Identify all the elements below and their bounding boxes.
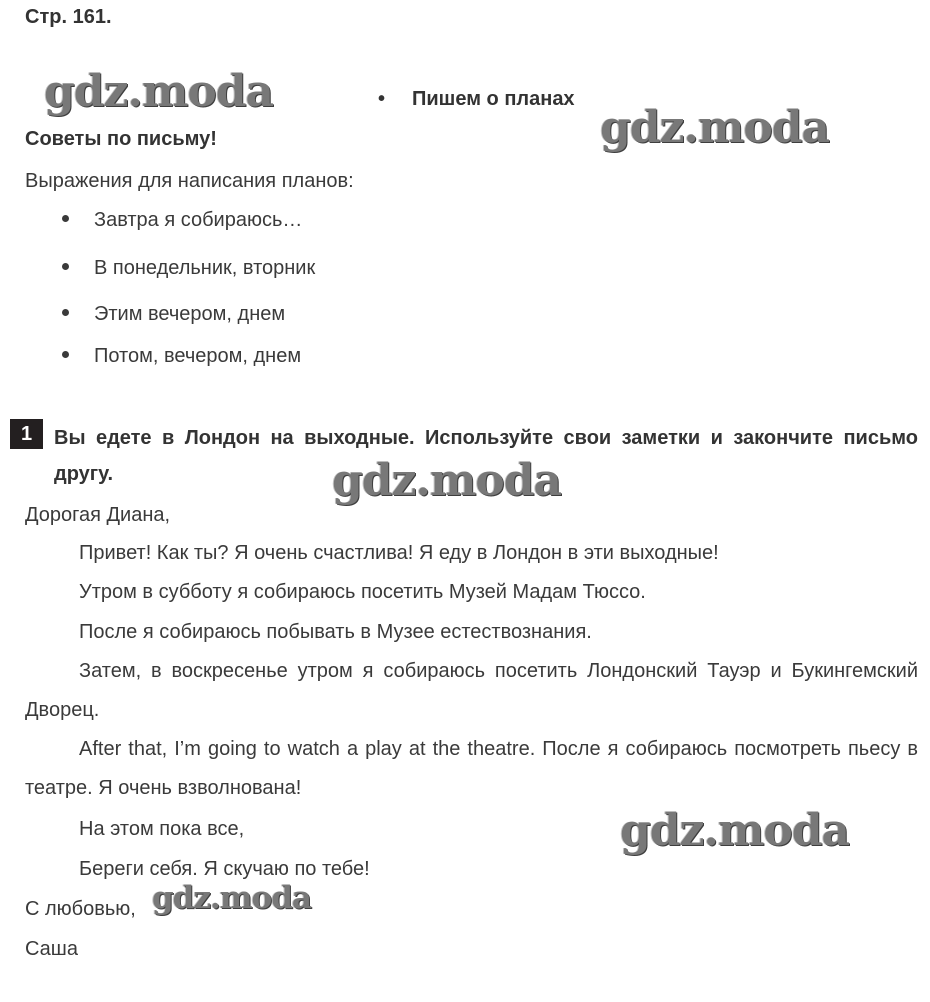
list-item: Завтра я собираюсь… [94, 209, 303, 231]
watermark-logo: gdz.moda [600, 102, 830, 153]
letter-line: После я собираюсь побывать в Музее естествознания. [79, 621, 592, 643]
task-instruction: Вы едете в Лондон на выходные. Используйте свои заметки и закончите письмо другу. [54, 427, 918, 485]
letter-line: Привет! Как ты? Я очень счастлива! Я еду в Лондон в эти выходные! [79, 542, 719, 564]
bullet-icon [62, 351, 69, 358]
bullet-icon: • [378, 88, 386, 110]
letter-sign-off: С любовью, [25, 898, 136, 920]
task-number-badge: 1 [10, 419, 43, 449]
page-number: Стр. 161. [25, 6, 112, 28]
letter-closing-line: На этом пока все, [79, 818, 245, 840]
watermark-logo: gdz.moda [332, 455, 562, 506]
bullet-icon [62, 309, 69, 316]
letter-signature: Саша [25, 938, 78, 960]
section-heading-text: Пишем о планах [412, 88, 575, 110]
letter-greeting: Дорогая Диана, [25, 504, 171, 526]
list-item: В понедельник, вторник [94, 257, 316, 279]
tips-title: Советы по письму! [25, 128, 217, 150]
watermark-logo: gdz.moda [44, 66, 274, 117]
letter-paragraph-theatre: After that, I’m going to watch a play at the theatre. После я собираюсь посмотреть пьесу в театре. Я очень взволнована! [25, 738, 918, 799]
watermark-logo: gdz.moda [152, 880, 311, 916]
tips-subtitle: Выражения для написания планов: [25, 170, 354, 192]
list-item: Потом, вечером, днем [94, 345, 302, 367]
bullet-icon [62, 263, 69, 270]
letter-paragraph-tower: Затем, в воскресенье утром я собираюсь посетить Лондонский Тауэр и Букингемский Дворец. [25, 660, 918, 721]
section-heading [378, 88, 575, 111]
bullet-icon [62, 215, 69, 222]
letter-line: Утром в субботу я собираюсь посетить Музей Мадам Тюссо. [79, 581, 646, 603]
list-item: Этим вечером, днем [94, 303, 286, 325]
letter-closing-line: Береги себя. Я скучаю по тебе! [79, 858, 370, 880]
watermark-logo: gdz.moda [620, 805, 850, 856]
